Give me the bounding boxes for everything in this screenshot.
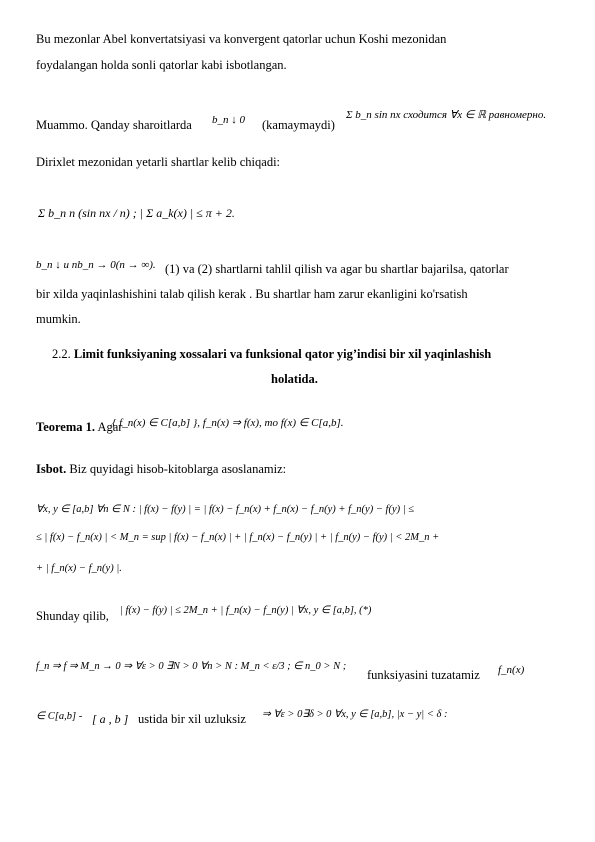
dirixlet-text: Dirixlet mezonidan yetarli shartlar kelib chiqadi: <box>36 155 281 169</box>
proof-label: Isbot. <box>36 462 67 476</box>
final-text: ustida bir xil uzluksiz <box>138 712 246 726</box>
uniform-fx: f_n(x) <box>498 664 525 676</box>
shunday-text: Shunday qilib, <box>36 609 109 623</box>
theorem-text: Agar <box>97 420 123 434</box>
final-formula-b: ⇒ ∀ε > 0∃δ > 0 ∀x, y ∈ [a,b], |x − y| < δ : <box>262 709 448 720</box>
final-bracket: [ a , b ] <box>92 712 129 726</box>
muammo-text: Muammo. Qanday sharoitlarda <box>36 118 192 132</box>
section-title-1: Limit funksiyaning xossalari va funksional qator yig’indisi bir xil yaqinlashish <box>73 347 492 361</box>
proof-line <box>36 462 286 477</box>
proof-formula-2: ≤ | f(x) − f_n(x) | < M_n = sup | f(x) − f_n(x) | + | f_n(x) − f_n(y) | + | f_n(y) − f(y) | < 2M_n + <box>36 532 440 543</box>
proof-formula-3: + | f_n(x) − f_n(y) |. <box>36 563 122 574</box>
uniform-formula: f_n ⇒ f ⇒ M_n → 0 ⇒ ∀ε > 0 ∃N > 0 ∀n > N : M_n < ε/3 ; ∈ n_0 > N ; <box>36 661 347 672</box>
sum-formula: Σ b_n n (sin nx / n) ; | Σ a_k(x) | ≤ π + 2. <box>38 206 235 220</box>
intro-line-1: Bu mezonlar Abel konvertatsiyasi va konvergent qatorlar uchun Koshi mezonidan <box>36 32 447 46</box>
proof-formula-1: ∀x, y ∈ [a,b] ∀n ∈ N : | f(x) − f(y) | = | f(x) − f_n(x) + f_n(x) − f_n(y) + f_n(y) − f(y) | ≤ <box>36 504 414 515</box>
theorem-formula: { f_n(x) ∈ C[a,b] }, f_n(x) ⇒ f(x), то f(x) ∈ C[a,b]. <box>112 417 344 429</box>
intro-line-2: foydalangan holda sonli qatorlar kabi isbotlangan. <box>36 58 287 72</box>
section-number: 2.2. <box>52 347 71 361</box>
cond-formula: b_n ↓ и nb_n → 0(n → ∞). <box>36 259 156 271</box>
section-title-2: holatida. <box>271 372 318 386</box>
muammo-cond: (kamaymaydi) <box>262 118 335 132</box>
theorem-line <box>36 420 122 435</box>
cond-text-2: bir xilda yaqinlashishini talab qilish kerak . Bu shartlar ham zarur ekanligini ko'rsatish <box>36 287 468 301</box>
proof-text: Biz quyidagi hisob-kitoblarga asoslanamiz: <box>69 462 287 476</box>
theorem-label: Teorema 1. <box>36 420 96 434</box>
muammo-formula-a: b_n ↓ 0 <box>212 114 245 126</box>
final-formula-a: ∈ C[a,b] - <box>36 711 83 722</box>
shunday-formula: | f(x) − f(y) | ≤ 2M_n + | f_n(x) − f_n(y) | ∀x, y ∈ [a,b], (*) <box>120 605 372 616</box>
cond-text-3: mumkin. <box>36 312 81 326</box>
uniform-text: funksiyasini tuzatamiz <box>367 668 480 682</box>
section-heading <box>52 347 491 362</box>
muammo-formula-b: Σ b_n sin nx сходится ∀x ∈ ℝ равномерно. <box>346 109 547 121</box>
cond-text-1: (1) va (2) shartlarni tahlil qilish va agar bu shartlar bajarilsa, qatorlar <box>165 262 509 276</box>
